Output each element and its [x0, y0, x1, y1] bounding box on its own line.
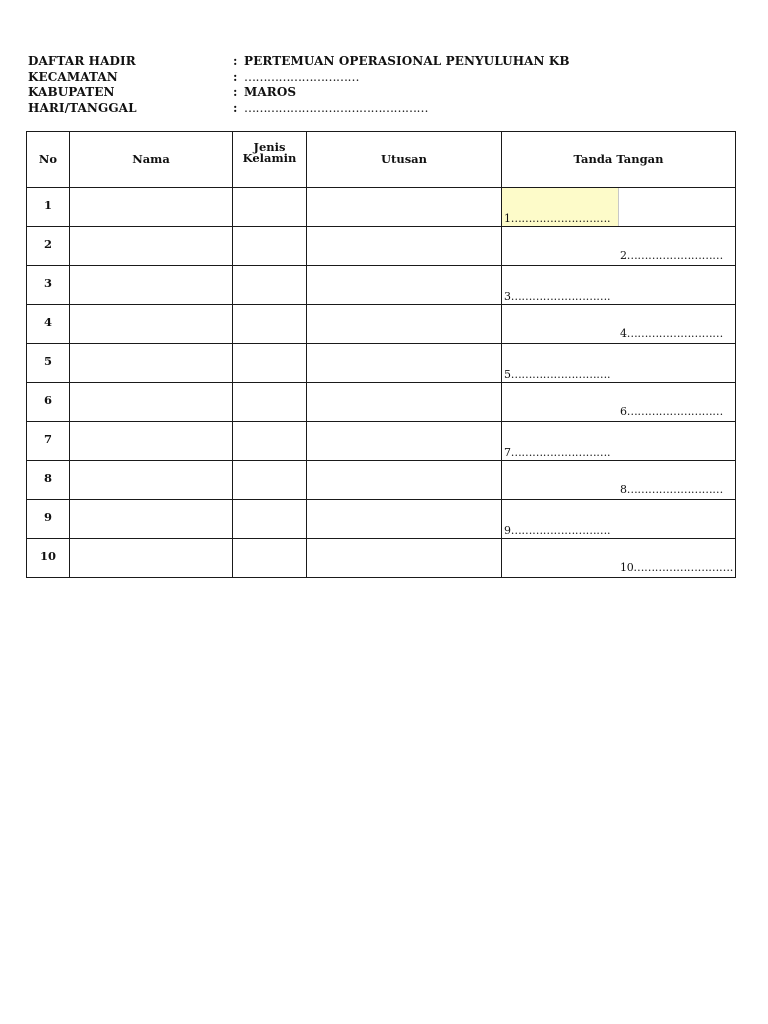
column-header-jenis-kelamin	[233, 132, 307, 188]
signature-line: 3……………………….	[504, 290, 611, 303]
header-colon: :	[233, 54, 238, 68]
table-row	[27, 539, 736, 578]
nama-cell[interactable]	[70, 188, 233, 227]
signature-cell[interactable]	[502, 422, 736, 461]
row-number: 2	[27, 227, 70, 266]
row-number: 4	[27, 305, 70, 344]
table-row	[27, 344, 736, 383]
signature-cell[interactable]	[502, 305, 736, 344]
header-value: MAROS	[244, 85, 297, 99]
signature-line: 8………………………	[620, 483, 723, 496]
column-header-jenis-kelamin-label: Jenis Kelamin	[242, 140, 297, 165]
row-number: 1	[27, 188, 70, 227]
signature-cell[interactable]	[502, 461, 736, 500]
utusan-cell[interactable]	[307, 461, 502, 500]
signature-line: 9……………………….	[504, 524, 611, 537]
utusan-cell[interactable]	[307, 188, 502, 227]
jenis-kelamin-cell[interactable]	[233, 266, 307, 305]
signature-cell[interactable]	[502, 188, 736, 227]
row-number: 8	[27, 461, 70, 500]
utusan-cell[interactable]	[307, 266, 502, 305]
nama-cell[interactable]	[70, 227, 233, 266]
header-value: …………………………………………	[244, 100, 428, 115]
header-colon: :	[233, 69, 238, 84]
utusan-cell[interactable]	[307, 500, 502, 539]
header-label: HARI/TANGGAL	[28, 100, 137, 115]
signature-cell[interactable]	[502, 266, 736, 305]
signature-line: 4………………………	[620, 327, 723, 340]
nama-cell[interactable]	[70, 461, 233, 500]
jenis-kelamin-cell[interactable]	[233, 188, 307, 227]
attendance-table	[26, 131, 736, 578]
signature-cell[interactable]	[502, 539, 736, 578]
table-header-row	[27, 132, 736, 188]
row-number: 3	[27, 266, 70, 305]
row-number: 5	[27, 344, 70, 383]
column-header-nama: Nama	[70, 132, 233, 188]
nama-cell[interactable]	[70, 305, 233, 344]
header-colon: :	[233, 100, 238, 115]
utusan-cell[interactable]	[307, 305, 502, 344]
nama-cell[interactable]	[70, 500, 233, 539]
signature-cell[interactable]	[502, 227, 736, 266]
nama-cell[interactable]	[70, 422, 233, 461]
nama-cell[interactable]	[70, 383, 233, 422]
utusan-cell[interactable]	[307, 344, 502, 383]
column-header-utusan: Utusan	[307, 132, 502, 188]
table-row	[27, 422, 736, 461]
jenis-kelamin-cell[interactable]	[233, 461, 307, 500]
header-colon: :	[233, 85, 238, 99]
table-row	[27, 305, 736, 344]
header-value: PERTEMUAN OPERASIONAL PENYULUHAN KB	[244, 54, 570, 68]
utusan-cell[interactable]	[307, 422, 502, 461]
table-row	[27, 461, 736, 500]
header-label: DAFTAR HADIR	[28, 54, 136, 68]
row-number: 7	[27, 422, 70, 461]
signature-line: 6………………………	[620, 405, 723, 418]
utusan-cell[interactable]	[307, 539, 502, 578]
signature-cell[interactable]	[502, 383, 736, 422]
signature-line: 2………………………	[620, 249, 723, 262]
jenis-kelamin-cell[interactable]	[233, 344, 307, 383]
jenis-kelamin-cell[interactable]	[233, 227, 307, 266]
header-label: KABUPATEN	[28, 85, 115, 99]
utusan-cell[interactable]	[307, 383, 502, 422]
row-number: 6	[27, 383, 70, 422]
nama-cell[interactable]	[70, 266, 233, 305]
signature-line: 7……………………….	[504, 446, 611, 459]
table-row	[27, 500, 736, 539]
signature-cell[interactable]	[502, 344, 736, 383]
header-value: …………………………	[244, 69, 359, 84]
row-number: 9	[27, 500, 70, 539]
jenis-kelamin-cell[interactable]	[233, 305, 307, 344]
column-header-no: No	[27, 132, 70, 188]
table-row	[27, 383, 736, 422]
table-row	[27, 227, 736, 266]
row-number: 10	[27, 539, 70, 578]
table-row	[27, 188, 736, 227]
signature-line: 5……………………….	[504, 368, 611, 381]
column-header-tanda-tangan: Tanda Tangan	[502, 132, 736, 188]
signature-line: 1……………………….	[504, 212, 611, 225]
signature-line: 10……………………….	[620, 561, 733, 574]
jenis-kelamin-cell[interactable]	[233, 383, 307, 422]
utusan-cell[interactable]	[307, 227, 502, 266]
jenis-kelamin-cell[interactable]	[233, 539, 307, 578]
header-label: KECAMATAN	[28, 69, 118, 84]
signature-cell[interactable]	[502, 500, 736, 539]
jenis-kelamin-cell[interactable]	[233, 422, 307, 461]
table-row	[27, 266, 736, 305]
nama-cell[interactable]	[70, 344, 233, 383]
nama-cell[interactable]	[70, 539, 233, 578]
jenis-kelamin-cell[interactable]	[233, 500, 307, 539]
